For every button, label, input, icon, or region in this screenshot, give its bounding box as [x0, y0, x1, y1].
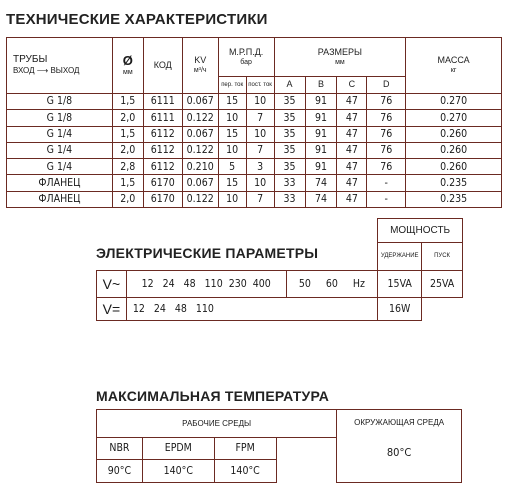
dims-unit: мм	[335, 58, 345, 66]
table-row	[7, 93, 502, 109]
cell-pressure-ac: 10	[218, 191, 246, 207]
cell-mass: 0.235	[406, 175, 502, 191]
cell-pressure-dc: 7	[246, 110, 274, 126]
table-row	[7, 191, 502, 207]
cell-diameter: 1,5	[112, 175, 143, 191]
cell-pressure-ac: 15	[218, 175, 246, 191]
cell-dim-c: 47	[337, 191, 367, 207]
table-row	[7, 159, 502, 175]
nbr-label: NBR	[97, 438, 143, 460]
nbr-value: 90°C	[97, 460, 143, 483]
cell-dim-d: 76	[367, 159, 406, 175]
power-start-header: ПУСК	[422, 243, 463, 271]
temp-title: МАКСИМАЛЬНАЯ ТЕМПЕРАТУРА	[96, 388, 330, 404]
cell-kv: 0.067	[182, 175, 218, 191]
cell-dim-d: 76	[367, 142, 406, 158]
fpm-value: 140°C	[214, 460, 276, 483]
cell-dim-c: 47	[337, 93, 367, 109]
mrpd-label: М.Р.П.Д.	[228, 46, 264, 57]
header-mrpd-ac: пер. ток	[218, 76, 246, 93]
dims-label: РАЗМЕРЫ	[317, 46, 362, 57]
pipes-label: ТРУБЫ	[13, 54, 48, 66]
ambient-value: 80°C	[386, 446, 412, 459]
cell-dim-b: 91	[305, 159, 337, 175]
cell-code: 6170	[143, 175, 182, 191]
header-dims	[274, 38, 406, 77]
cell-dim-a: 33	[274, 175, 305, 191]
elec-table	[96, 218, 463, 321]
ac-symbol: V~	[97, 271, 127, 298]
cell-diameter: 1,5	[112, 126, 143, 142]
cell-pressure-dc: 7	[246, 191, 274, 207]
table-row	[7, 175, 502, 191]
tech-table	[6, 37, 502, 208]
cell-kv: 0.122	[182, 110, 218, 126]
tech-rows	[7, 93, 502, 207]
cell-dim-a: 35	[274, 126, 305, 142]
cell-code: 6111	[143, 93, 182, 109]
mass-unit: кг	[450, 67, 457, 75]
header-mass	[406, 38, 502, 94]
cell-pressure-ac: 15	[218, 126, 246, 142]
pipes-direction	[13, 67, 112, 75]
cell-dim-c: 47	[337, 110, 367, 126]
cell-pressure-dc: 7	[246, 142, 274, 158]
table-row	[7, 126, 502, 142]
cell-pressure-ac: 10	[218, 142, 246, 158]
cell-mass: 0.260	[406, 126, 502, 142]
arrow-right-icon: ⟶	[36, 66, 49, 76]
cell-pipe: ФЛАНЕЦ	[7, 175, 113, 191]
header-kv	[182, 38, 218, 94]
kv-label: KV	[194, 55, 207, 66]
ac-frequency: 50 60 Hz	[286, 271, 378, 298]
mass-label: МАССА	[437, 55, 470, 66]
cell-code: 6112	[143, 126, 182, 142]
dc-voltages: 12 24 48 110	[126, 298, 286, 321]
elec-title: ЭЛЕКТРИЧЕСКИЕ ПАРАМЕТРЫ	[96, 245, 319, 261]
cell-diameter: 2,0	[112, 142, 143, 158]
cell-dim-d: -	[367, 191, 406, 207]
cell-dim-b: 91	[305, 110, 337, 126]
cell-mass: 0.235	[406, 191, 502, 207]
mrpd-unit: бар	[240, 58, 252, 66]
cell-dim-b: 74	[305, 175, 337, 191]
cell-dim-a: 35	[274, 110, 305, 126]
cell-kv: 0.122	[182, 142, 218, 158]
header-dim-b: B	[305, 76, 337, 93]
cell-pipe: G 1/4	[7, 159, 113, 175]
cell-dim-d: 76	[367, 93, 406, 109]
cell-pipe: ФЛАНЕЦ	[7, 191, 113, 207]
kv-unit: м³/ч	[193, 67, 207, 75]
cell-dim-c: 47	[337, 159, 367, 175]
header-mrpd	[218, 38, 274, 77]
cell-kv: 0.067	[182, 126, 218, 142]
cell-pressure-dc: 10	[246, 126, 274, 142]
fpm-label: FPM	[214, 438, 276, 460]
cell-pressure-dc: 3	[246, 159, 274, 175]
cell-kv: 0.210	[182, 159, 218, 175]
cell-mass: 0.270	[406, 93, 502, 109]
cell-pipe: G 1/8	[7, 93, 113, 109]
cell-dim-c: 47	[337, 126, 367, 142]
header-dim-d: D	[367, 76, 406, 93]
cell-pressure-dc: 10	[246, 93, 274, 109]
media-header: РАБОЧИЕ СРЕДЫ	[97, 410, 337, 438]
cell-mass: 0.260	[406, 159, 502, 175]
dc-symbol: V=	[97, 298, 127, 321]
cell-code: 6112	[143, 142, 182, 158]
cell-code: 6170	[143, 191, 182, 207]
ac-start-power: 25VA	[422, 271, 463, 298]
diameter-unit: мм	[123, 69, 133, 77]
cell-pressure-ac: 5	[218, 159, 246, 175]
cell-kv: 0.122	[182, 191, 218, 207]
header-dim-a: A	[274, 76, 305, 93]
header-pipes	[7, 38, 113, 94]
cell-diameter: 1,5	[112, 93, 143, 109]
cell-dim-a: 35	[274, 93, 305, 109]
cell-pipe: G 1/8	[7, 110, 113, 126]
cell-mass: 0.260	[406, 142, 502, 158]
temp-table	[96, 409, 462, 483]
cell-dim-b: 74	[305, 191, 337, 207]
epdm-label: EPDM	[142, 438, 214, 460]
epdm-value: 140°C	[142, 460, 214, 483]
header-code: КОД	[143, 38, 182, 94]
header-diameter	[112, 38, 143, 94]
cell-dim-d: 76	[367, 110, 406, 126]
diameter-symbol: Ø	[122, 53, 133, 69]
cell-pipe: G 1/4	[7, 142, 113, 158]
ambient-header: ОКРУЖАЮЩАЯ СРЕДА	[354, 418, 445, 427]
cell-dim-b: 91	[305, 93, 337, 109]
tech-title: ТЕХНИЧЕСКИЕ ХАРАКТЕРИСТИКИ	[6, 11, 268, 28]
cell-dim-a: 35	[274, 142, 305, 158]
dc-hold-power: 16W	[378, 298, 422, 321]
cell-pressure-dc: 10	[246, 175, 274, 191]
cell-mass: 0.270	[406, 110, 502, 126]
table-row	[7, 142, 502, 158]
ac-voltages: 12 24 48 110 230 400	[126, 271, 286, 298]
cell-code: 6111	[143, 110, 182, 126]
cell-dim-b: 91	[305, 126, 337, 142]
cell-code: 6112	[143, 159, 182, 175]
cell-dim-a: 33	[274, 191, 305, 207]
cell-pressure-ac: 15	[218, 93, 246, 109]
cell-diameter: 2,0	[112, 110, 143, 126]
cell-diameter: 2,8	[112, 159, 143, 175]
cell-diameter: 2,0	[112, 191, 143, 207]
power-header: МОЩНОСТЬ	[378, 219, 463, 243]
cell-dim-c: 47	[337, 142, 367, 158]
header-mrpd-dc: пост. ток	[246, 76, 274, 93]
header-dim-c: C	[337, 76, 367, 93]
cell-kv: 0.067	[182, 93, 218, 109]
ambient-cell	[337, 410, 462, 483]
pipes-in-label: ВХОД	[13, 66, 35, 76]
cell-pipe: G 1/4	[7, 126, 113, 142]
table-row	[7, 110, 502, 126]
ac-hold-power: 15VA	[378, 271, 422, 298]
pipes-out-label: ВЫХОД	[50, 66, 80, 76]
cell-dim-d: 76	[367, 126, 406, 142]
cell-dim-a: 35	[274, 159, 305, 175]
cell-dim-b: 91	[305, 142, 337, 158]
cell-dim-d: -	[367, 175, 406, 191]
cell-dim-c: 47	[337, 175, 367, 191]
cell-pressure-ac: 10	[218, 110, 246, 126]
power-hold-header: УДЕРЖАНИЕ	[378, 243, 422, 271]
